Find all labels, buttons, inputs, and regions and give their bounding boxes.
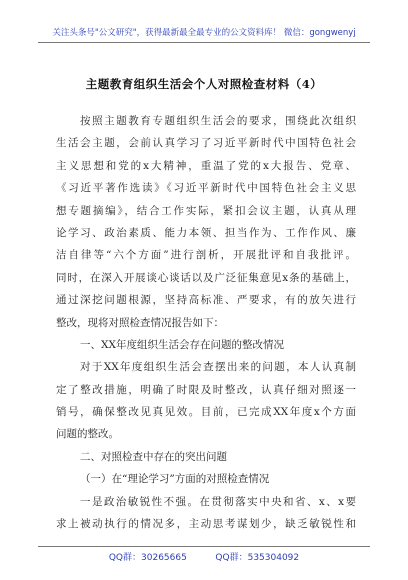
paragraph-line: 洁自律等“六个方面”进行剖析，开展批评和自我批评。 [56,249,356,262]
paragraph-line: 问题的整改。 [56,428,119,441]
paragraph-line: 主义思想和党的x大精神，重温了党的x大报告、党章、 [56,159,356,172]
header-promo: 关注头条号"公文研究"，获得最新最全最专业的公文资料库！ 微信：gongwenyj [52,28,356,38]
paragraph-line: 一是政治敏锐性不强。在贯彻落实中央和省、x、x要 [80,495,356,508]
footer-contact: QQ群：30265665 QQ群：535304092 [108,553,300,563]
section-heading: 一、XX年度组织生活会存在问题的整改情况 [80,338,284,351]
paragraph-line: 对于XX年度组织生活会查摆出来的问题，本人认真制 [80,361,356,374]
section-heading: 二、对照检查中存在的突出问题 [80,450,227,463]
document-title: 主题教育组织生活会个人对照检查材料（4） [85,77,323,91]
subsection-heading: （一）在“理论学习”方面的对照检查情况 [80,473,270,486]
document-body [56,110,356,535]
paragraph-line: 整改，现将对照检查情况报告如下： [56,316,224,329]
paragraph-line: 销号，确保整改见真见效。目前，已完成XX年度x个方面 [56,406,356,419]
paragraph-line: 同时，在深入开展谈心谈话以及广泛征集意见x条的基础上， [56,271,356,284]
paragraph-line: 求上被动执行的情况多，主动思考谋划少，缺乏敏锐性和 [56,518,356,531]
paragraph-line: 生活会主题，会前认真学习了习近平新时代中国特色社会 [56,137,356,150]
paragraph-line: 定了整改措施，明确了时限及时整改，认真仔细对照逐一 [56,383,356,396]
header-divider [38,42,370,43]
paragraph-line: 想专题摘编》，结合工作实际，紧扣会议主题，认真从理 [56,204,356,217]
paragraph-line: 通过深挖问题根源，坚持高标准、严要求，有的放矢进行 [56,294,356,307]
paragraph-line: 《习近平著作选读》《习近平新时代中国特色社会主义思 [56,182,356,195]
paragraph-line: 论学习、政治素质、能力本领、担当作为、工作作风、廉 [56,226,356,239]
paragraph-line: 按照主题教育专题组织生活会的要求，围绕此次组织 [80,115,356,127]
footer-divider [38,546,370,547]
